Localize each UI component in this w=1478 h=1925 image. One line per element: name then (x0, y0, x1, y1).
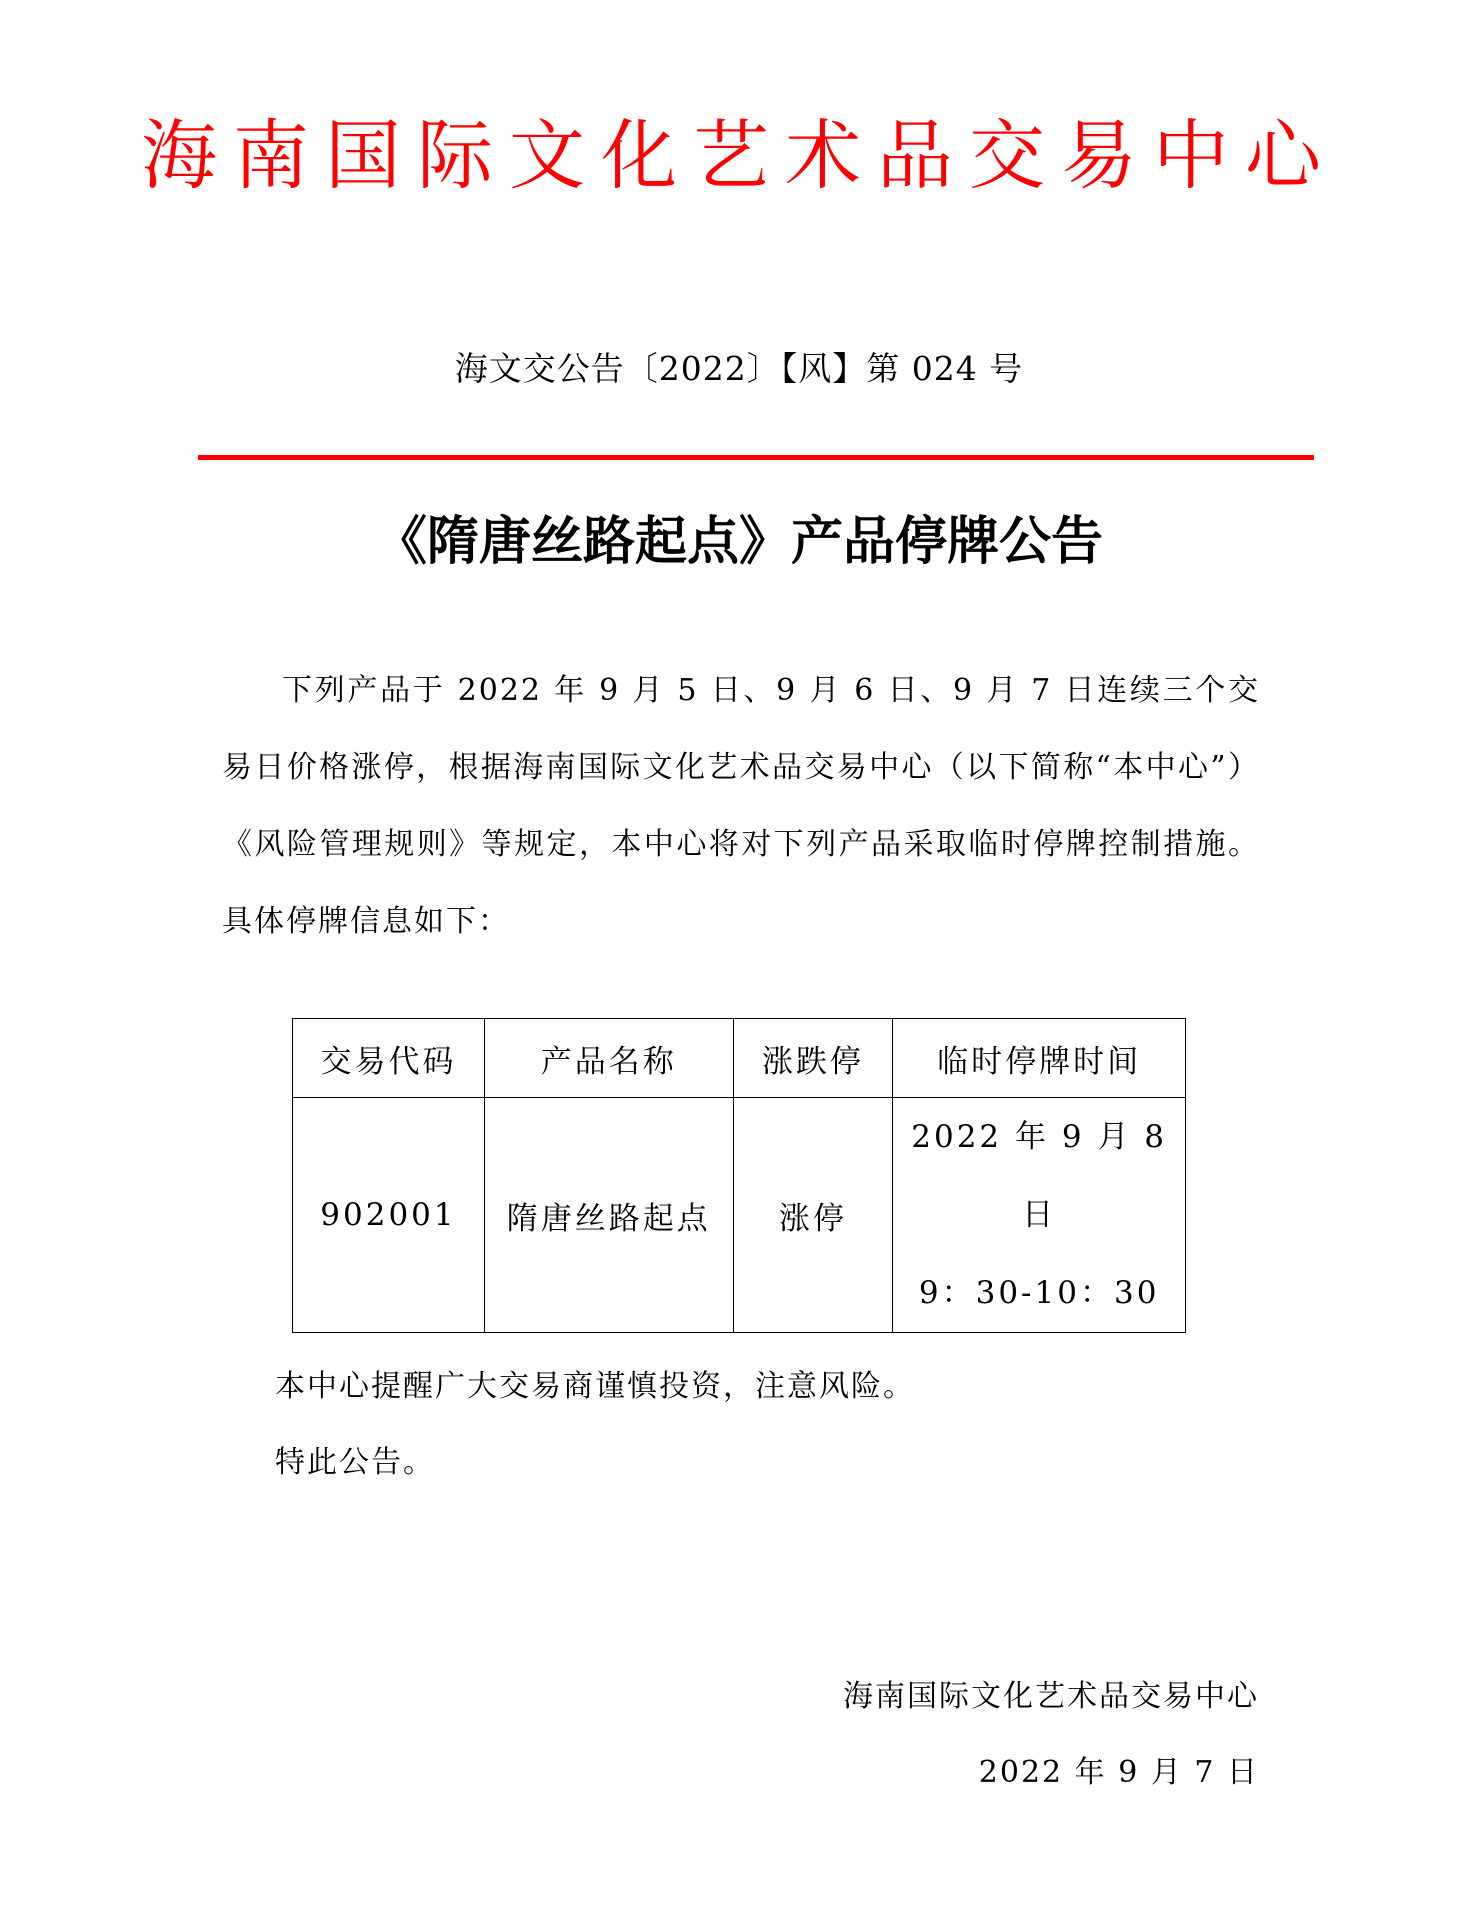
risk-reminder: 本中心提醒广大交易商谨慎投资，注意风险。 (275, 1369, 915, 1404)
announcement-closing: 特此公告。 (275, 1445, 435, 1480)
cell-suspension-time (893, 1098, 1186, 1333)
signature-date: 2022 年 9 月 7 日 (978, 1755, 1259, 1790)
header-product-name: 产品名称 (484, 1019, 733, 1098)
body-paragraph: 下列产品于 2022 年 9 月 5 日、9 月 6 日、9 月 7 日连续三个交易日价格涨停，根据海南国际文化艺术品交易中心（以下简称“本中心”）《风险管理规则》等规定，本中心将对下列产品采取临时停牌控制措施。具体停牌信息如下： (222, 673, 1260, 939)
red-divider (198, 455, 1314, 460)
table-row (293, 1098, 1186, 1333)
suspension-table (292, 1018, 1186, 1333)
suspension-time-range: 9：30-10：30 (918, 1275, 1160, 1311)
table-header-row (293, 1019, 1186, 1098)
organization-header: 海南国际文化艺术品交易中心 (141, 111, 1337, 200)
cell-trade-code: 902001 (293, 1098, 485, 1333)
header-suspension-time: 临时停牌时间 (893, 1019, 1186, 1098)
header-trade-code: 交易代码 (293, 1019, 485, 1098)
notice-title: 《隋唐丝路起点》产品停牌公告 (374, 512, 1103, 572)
cell-product-name: 隋唐丝路起点 (484, 1098, 733, 1333)
document-number: 海文交公告〔2022〕【风】第 024 号 (454, 349, 1024, 388)
header-limit: 涨跌停 (733, 1019, 893, 1098)
signature-organization: 海南国际文化艺术品交易中心 (843, 1679, 1259, 1714)
cell-limit: 涨停 (733, 1098, 893, 1333)
suspension-date: 2022 年 9 月 8 日 (911, 1119, 1168, 1233)
